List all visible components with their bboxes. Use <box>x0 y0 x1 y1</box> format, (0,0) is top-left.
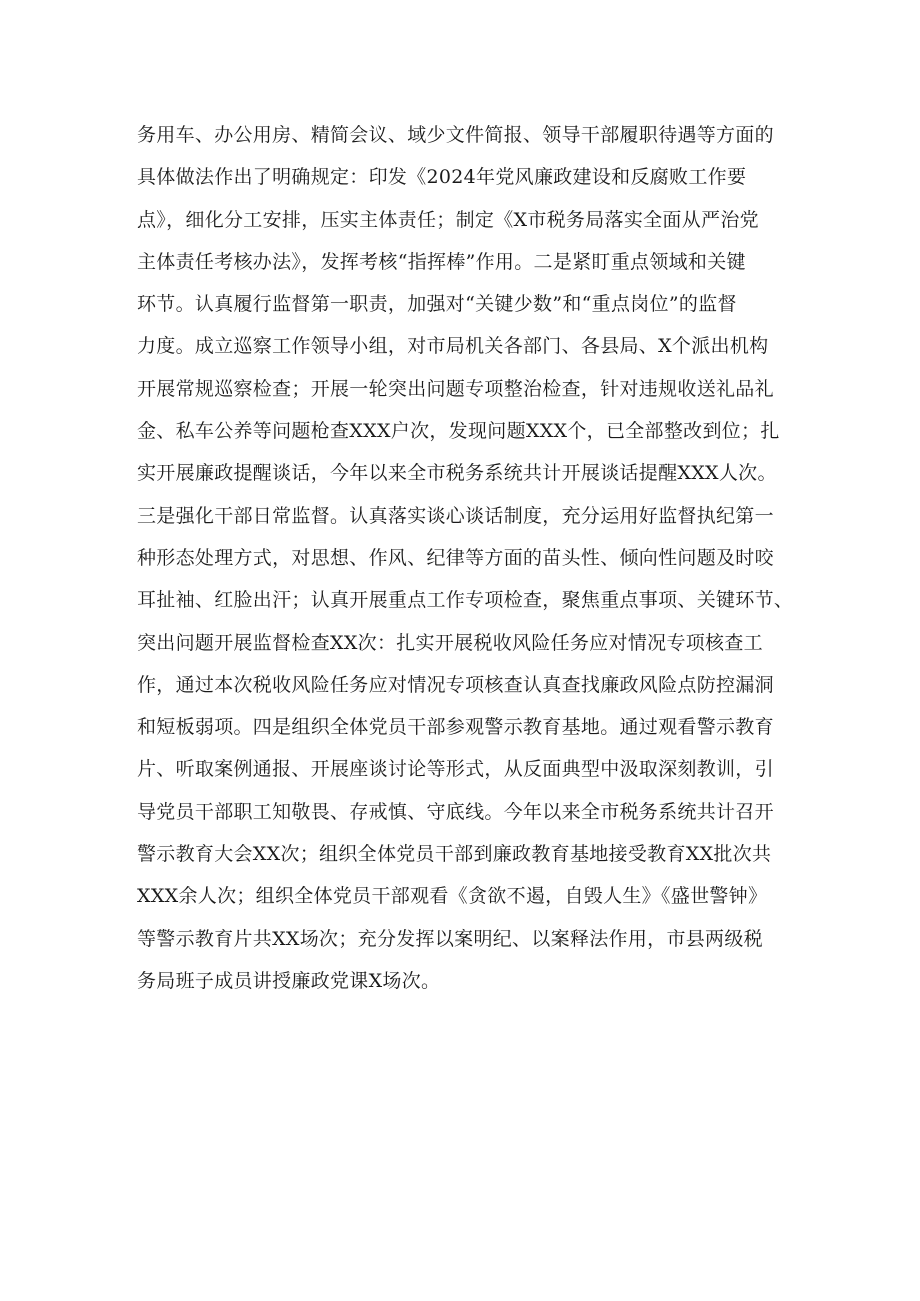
text-line: 突出问题开展监督检查XX次：扎实开展税收风险任务应对情况专项核查工 <box>137 631 763 654</box>
text-line: 等警示教育片共XX场次；充分发挥以案明纪、以案释法作用，市县两级税 <box>137 927 763 950</box>
text-line: 警示教育大会XX次；组织全体党员干部到廉政教育基地接受教育XX批次共 <box>137 843 772 866</box>
body-paragraph <box>137 114 797 1002</box>
text-line: 三是强化干部日常监督。认真落实谈心谈话制度，充分运用好监督执纪第一 <box>137 504 774 527</box>
text-line: 环节。认真履行监督第一职责，加强对“关键少数”和“重点岗位”的监督 <box>137 293 737 316</box>
text-line: 导党员干部职工知敬畏、存戒慎、守底线。今年以来全市税务系统共计召开 <box>137 800 774 823</box>
text-line: 金、私车公养等问题枪查XXX户次，发现问题XXX个，已全部整改到位；扎 <box>137 420 780 443</box>
text-line: 力度。成立巡察工作领导小组，对市局机关各部门、各县局、X个派出机构 <box>137 335 769 358</box>
text-line: 点》，细化分工安排，压实主体责任；制定《X市税务局落实全面从严治党 <box>137 208 759 231</box>
text-line: 作，通过本次税收风险任务应对情况专项核查认真查找廉政风险点防控漏洞 <box>137 673 774 696</box>
text-line: 种形态处理方式，对思想、作风、纪律等方面的苗头性、倾向性问题及时咬 <box>137 546 774 569</box>
text-line: 务用车、办公用房、精简会议、域少文件简报、领导干部履职待遇等方面的 <box>137 124 774 146</box>
text-line: 务局班子成员讲授廉政党课X场次。 <box>137 969 441 992</box>
text-line: 开展常规巡察检查；开展一轮突出问题专项整治检查，针对违规收送礼品礼 <box>137 377 774 400</box>
text-line: 和短板弱项。四是组织全体党员干部参观警示教育基地。通过观看警示教育 <box>137 716 774 739</box>
text-line: 片、听取案例通报、开展座谈讨论等形式，从反面典型中汲取深刻教训，引 <box>137 758 774 781</box>
text-line: 主体责任考核办法》，发挥考核“指挥棒”作用。二是紧盯重点领域和关键 <box>137 250 746 273</box>
text-line: 实开展廉政提醒谈话，今年以来全市税务系统共计开展谈话提醒XXX人次。 <box>137 462 777 485</box>
text-line: XXX余人次；组织全体党员干部观看《贪欲不遏，自毁人生》《盛世警钟》 <box>137 885 768 908</box>
text-line: 具体做法作出了明确规定：印发《2024年党风廉政建设和反腐败工作要 <box>137 166 747 189</box>
text-line: 耳扯袖、红脸出汗；认真开展重点工作专项检查，聚焦重点事项、关键环节、 <box>137 589 794 612</box>
